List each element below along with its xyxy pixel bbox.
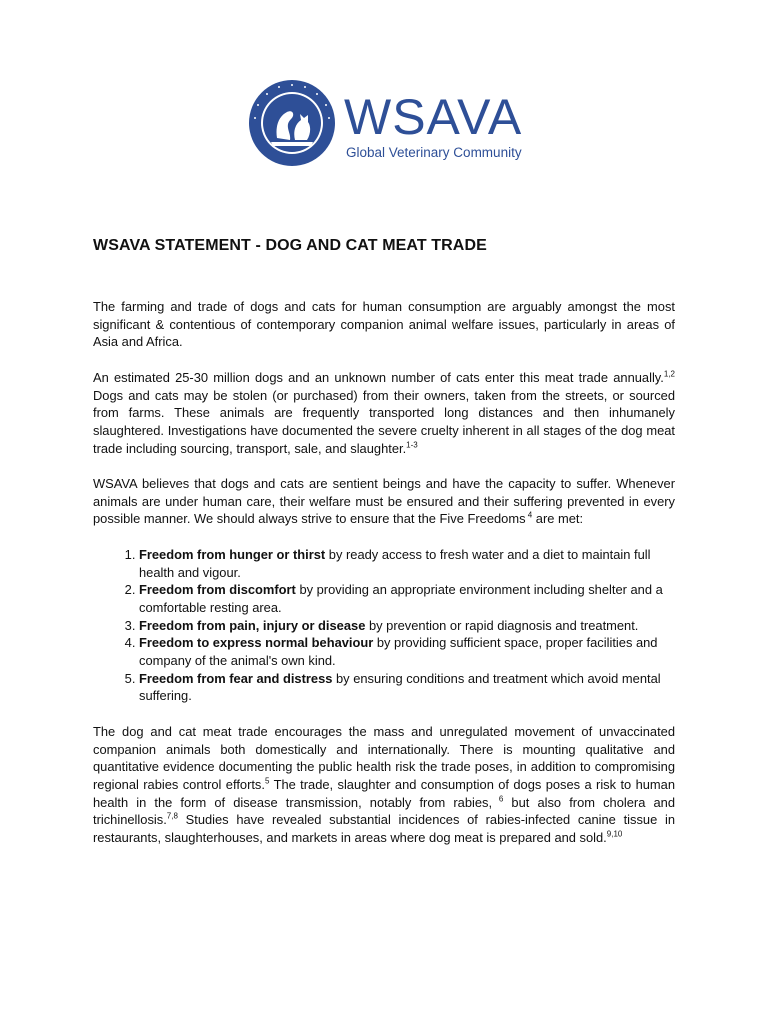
freedom-description: by providing an appropriate environment including shelter and a comfortable resting area. [139,582,663,615]
text-segment: Dogs and cats may be stolen (or purchased) from their owners, taken from the streets, or sourced from farms. These animals are frequently transported long distances and then inhumanely slaughtered. Investigations have documented the severe cruelty inherent in all stages of the dog meat trade including sourcing, transport, sale, and slaughter. [93,387,675,456]
paragraph-intro: The farming and trade of dogs and cats for human consumption are arguably amongst the most significant & contentious of contemporary companion animal welfare issues, particularly in areas of Asia and Africa. [93,299,675,350]
freedom-title: Freedom from hunger or thirst [139,546,326,562]
freedom-title: Freedom from fear and distress [139,670,333,686]
list-item [139,581,675,616]
text-segment: WSAVA believes that dogs and cats are sentient beings and have the capacity to suffer. Whenever animals are under human care, their welfare must be ensured and their suffering prevented in every possible manner. We should always strive to ensure that the Five Freedoms [93,476,675,527]
footnote-ref: 5 [264,776,270,786]
footnote-ref: 7,8 [166,812,178,822]
document-body [93,236,675,864]
text-segment: The dog and cat meat trade encourages the mass and unregulated movement of unvaccinated companion animals both domestically and internationally. There is mounting qualitative and quantitative evidence documenting the public health risk the trade poses, in addition to compromising regional rabies control efforts. [93,723,675,792]
logo-wordmark: WSAVA [344,89,523,145]
wsava-logo [247,78,547,170]
paragraph-public-health [93,723,675,847]
footnote-ref: 6 [492,794,504,804]
list-item [139,617,675,635]
freedom-title: Freedom to express normal behaviour [139,635,374,651]
wsava-seal-icon [247,78,337,168]
text-segment: An estimated 25-30 million dogs and an unknown number of cats enter this meat trade annually. [93,369,664,385]
freedom-description: by ready access to fresh water and a diet to maintain full health and vigour. [139,546,651,580]
five-freedoms-list [93,546,675,705]
freedom-description: by providing sufficient space, proper facilities and company of the animal's own kind. [139,635,658,669]
footnote-ref: 9,10 [606,829,623,839]
footnote-ref: 1-3 [406,440,418,450]
freedom-description: by ensuring conditions and treatment which avoid mental suffering. [139,670,661,704]
footnote-ref: 4 [525,511,533,521]
list-item [139,546,675,581]
list-item [139,634,675,669]
freedom-title: Freedom from pain, injury or disease [139,617,366,633]
text-segment: Studies have revealed substantial incidences of rabies-infected canine tissue in restaurants, slaughterhouses, and markets in areas where dog meat is prepared and sold. [93,812,675,846]
document-title: WSAVA STATEMENT - DOG AND CAT MEAT TRADE [93,237,487,254]
text-segment: are met: [532,511,584,527]
freedom-title: Freedom from discomfort [139,582,296,598]
list-item [139,670,675,705]
paragraph-sentience [93,475,675,528]
paragraph-trade-scale [93,369,675,458]
text-segment: but also from cholera and trichinellosis. [93,794,676,828]
footnote-ref: 1,2 [663,369,675,379]
logo-tagline: Global Veterinary Community [346,145,522,160]
text-segment: The trade, slaughter and consumption of dogs poses a risk to human health in the form of disease transmission, notably from rabies, [93,776,675,810]
freedom-description: by prevention or rapid diagnosis and treatment. [365,617,639,633]
